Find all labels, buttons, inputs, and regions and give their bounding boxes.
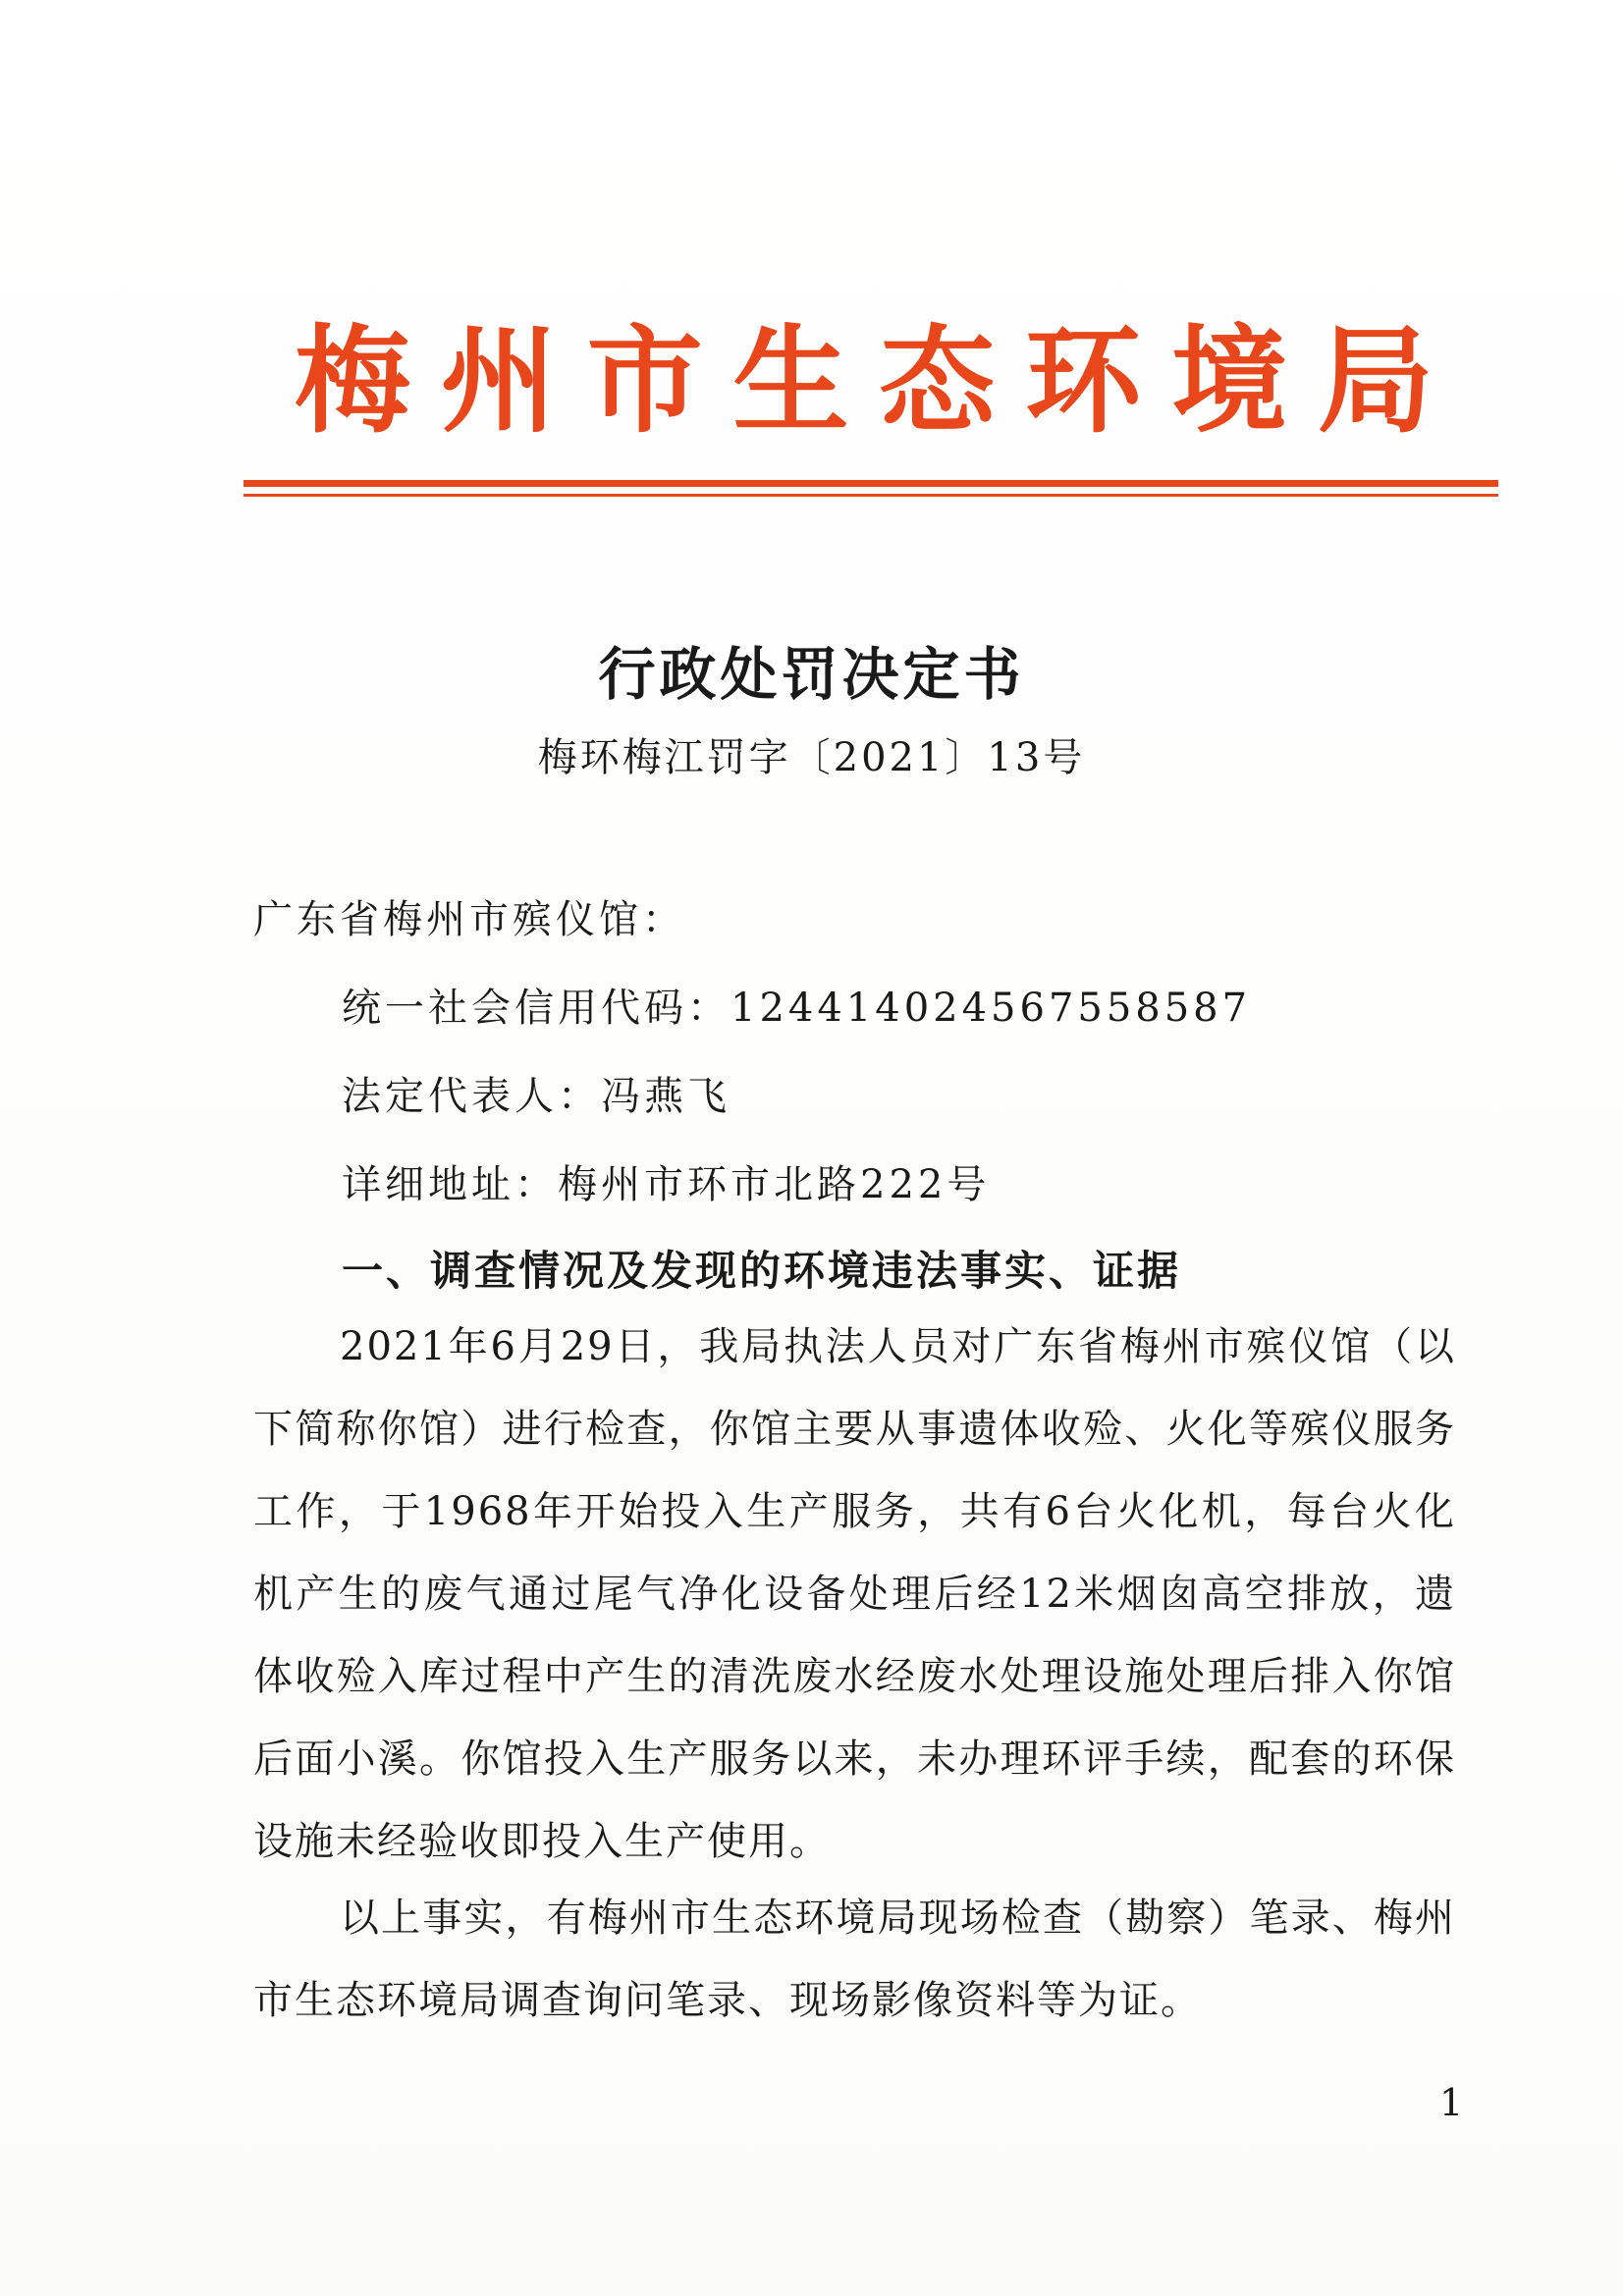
page-number: 1 <box>1439 2081 1464 2124</box>
facts-paragraph: 2021年6月29日，我局执法人员对广东省梅州市殡仪馆（以下简称你馆）进行检查，你馆主要从事遗体收殓、火化等殡仪服务工作，于1968年开始投入生产服务，共有6台火化机，每台火化机产生的废气通过尾气净化设备处理后经12米烟囱高空排放，遗体收殓入库过程中产生的清洗废水经废水处理设施处理后排入你馆后面小溪。你馆投入生产服务以来，未办理环评手续，配套的环保设施未经验收即投入生产使用。 <box>253 1324 1456 1864</box>
agency-letterhead <box>295 293 1434 450</box>
credit-code: 统一社会信用代码：124414024567558587 <box>342 986 1252 1031</box>
section-heading: 一、调查情况及发现的环境违法事实、证据 <box>342 1247 1182 1295</box>
legal-representative: 法定代表人：冯燕飞 <box>342 1074 730 1119</box>
document-title: 行政处罚决定书 <box>598 641 1025 708</box>
recipient-name: 广东省梅州市殡仪馆： <box>253 897 685 942</box>
agency-char: 生 <box>732 313 849 449</box>
letterhead-divider-thick <box>243 480 1498 487</box>
agency-char: 市 <box>586 313 703 449</box>
document-number: 梅环梅江罚字〔2021〕13号 <box>537 735 1086 780</box>
agency-char: 局 <box>1317 313 1434 449</box>
agency-char: 州 <box>440 313 557 449</box>
address: 详细地址：梅州市环市北路222号 <box>342 1162 991 1207</box>
letterhead-divider-thin <box>243 494 1498 497</box>
agency-char: 环 <box>1025 313 1142 449</box>
evidence-paragraph: 以上事实，有梅州市生态环境局现场检查（勘察）笔录、梅州市生态环境局调查询问笔录、现场影像资料等为证。 <box>253 1896 1456 2023</box>
agency-char: 境 <box>1171 313 1288 449</box>
agency-char: 梅 <box>295 313 411 449</box>
agency-char: 态 <box>879 313 996 449</box>
